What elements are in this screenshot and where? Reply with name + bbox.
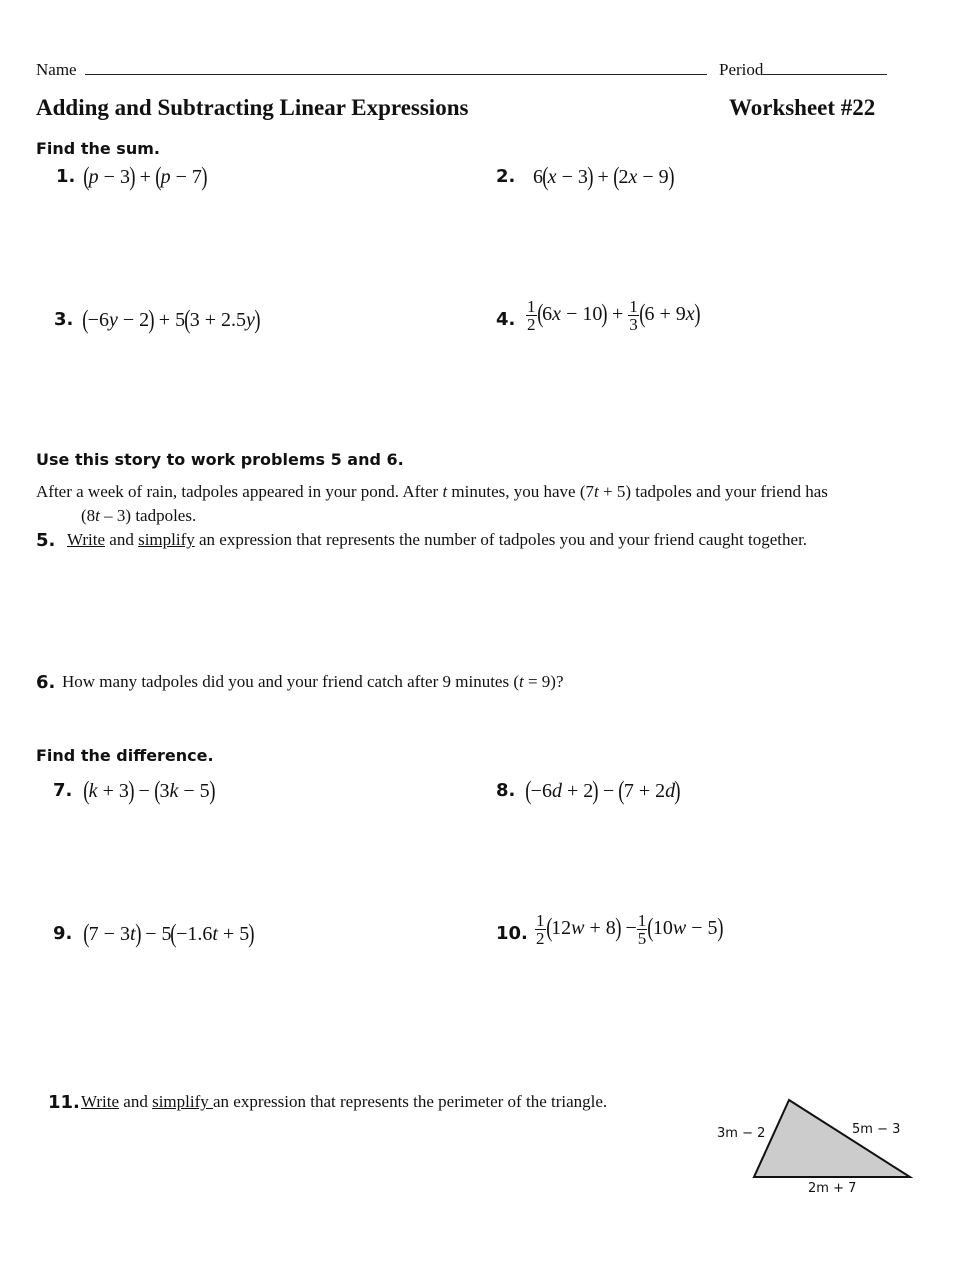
problem-11-text: Write and simplify an expression that represents the perimeter of the triangle. xyxy=(81,1092,608,1111)
problem-4-expression: $\frac{1}{2}$ (6x − 10) + $\frac{1}{3}$ (6 + 9x) xyxy=(527,297,701,334)
story-line-2: (8t – 3) tadpoles. xyxy=(81,506,197,525)
section-story-intro: Use this story to work problems 5 and 6. xyxy=(36,450,404,469)
name-label: Name xyxy=(36,60,77,79)
problem-3-number: 3. xyxy=(54,309,74,330)
period-line xyxy=(719,60,887,80)
problem-11-number: 11. xyxy=(48,1092,80,1113)
problem-8-number: 8. xyxy=(496,780,516,801)
triangle-shape xyxy=(754,1100,910,1177)
problem-3-expression: (−6y − 2) + 5(3 + 2.5y) xyxy=(82,305,261,334)
problem-6-number: 6. xyxy=(36,672,56,693)
problem-5-number: 5. xyxy=(36,530,56,551)
problem-9-number: 9. xyxy=(53,923,73,944)
section-find-sum: Find the sum. xyxy=(36,139,160,158)
problem-7-number: 7. xyxy=(53,780,73,801)
problem-1-number: 1. xyxy=(56,166,76,187)
problem-4-number: 4. xyxy=(496,309,516,330)
name-blank[interactable] xyxy=(85,60,707,75)
problem-10-expression: $\frac{1}{2}$ (12w + 8) − $\frac{1}{5}$ (10w − 5) xyxy=(536,911,724,948)
triangle-side-left-label: 3m − 2 xyxy=(717,1126,766,1141)
problem-1-expression: (p − 3) + (p − 7) xyxy=(83,162,208,191)
period-blank[interactable] xyxy=(763,60,887,75)
problem-2-expression: 6(x − 3) + (2x − 9) xyxy=(533,162,675,191)
story-line-1: After a week of rain, tadpoles appeared in your pond. After t minutes, you have (7t + 5) tadpoles and your friend has xyxy=(36,482,828,501)
period-label: Period xyxy=(719,60,764,79)
problem-2-number: 2. xyxy=(496,166,516,187)
problem-8-expression: (−6d + 2) − (7 + 2d) xyxy=(525,776,681,805)
problem-7-expression: (k + 3) − (3k − 5) xyxy=(83,776,216,805)
triangle-side-bottom-label: 2m + 7 xyxy=(808,1181,857,1196)
section-find-difference: Find the difference. xyxy=(36,746,214,765)
triangle-side-right-label: 5m − 3 xyxy=(852,1122,901,1137)
story-paragraph xyxy=(36,480,956,528)
problem-5-text: Write and simplify an expression that represents the number of tadpoles you and your friend caught together. xyxy=(67,530,808,549)
worksheet-number: Worksheet #22 xyxy=(729,95,876,120)
name-line xyxy=(36,60,707,80)
problem-10-number: 10. xyxy=(496,923,528,944)
page-title: Adding and Subtracting Linear Expressions xyxy=(36,95,469,120)
problem-6-text: How many tadpoles did you and your friend catch after 9 minutes (t = 9)? xyxy=(62,672,564,691)
problem-9-expression: (7 − 3t) − 5(−1.6t + 5) xyxy=(83,919,255,948)
